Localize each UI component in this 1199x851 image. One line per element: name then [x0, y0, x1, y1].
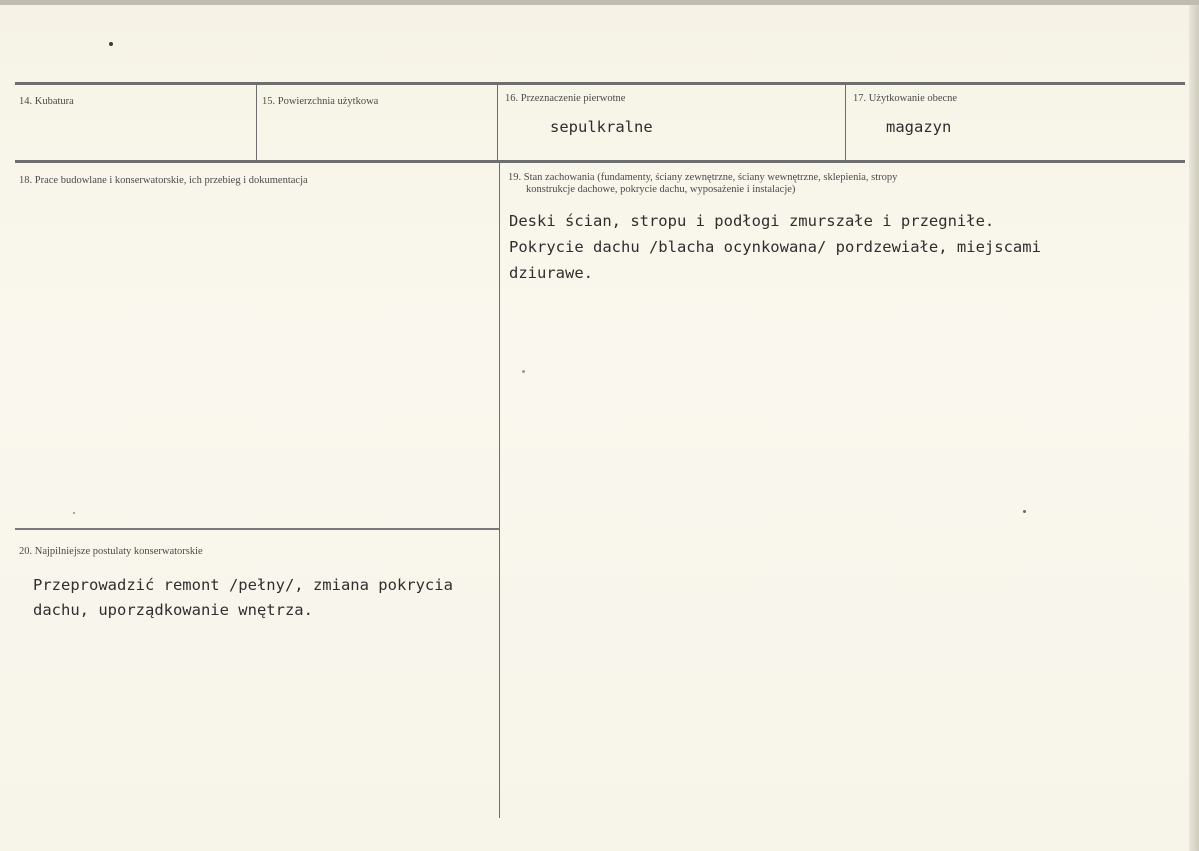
paper-edge	[1189, 5, 1199, 851]
scan-speck	[1023, 510, 1026, 513]
field-19-label-line2: konstrukcje dachowe, pokrycie dachu, wyposażenie i instalacje)	[526, 184, 796, 195]
field-19-line-2: Pokrycie dachu /blacha ocynkowana/ pordzewiałe, miejscami	[509, 238, 1041, 256]
field-20-line-1: Przeprowadzić remont /pełny/, zmiana pokrycia	[33, 576, 453, 594]
divider-14-15	[256, 85, 257, 160]
field-19-line-1: Deski ścian, stropu i podłogi zmurszałe i przegniłe.	[509, 212, 995, 230]
second-row-rule	[15, 160, 1185, 163]
scan-speck	[73, 512, 75, 514]
field-15-label: 15. Powierzchnia użytkowa	[262, 96, 379, 107]
field-19-line-3: dziurawe.	[509, 264, 593, 282]
divider-15-16	[497, 85, 498, 160]
top-row-rule	[15, 82, 1185, 85]
divider-16-17	[845, 85, 846, 160]
field-20-rule	[15, 528, 499, 530]
scan-speck	[109, 42, 113, 46]
field-17-label: 17. Użytkowanie obecne	[853, 93, 958, 104]
field-20-label: 20. Najpilniejsze postulaty konserwatorskie	[19, 546, 203, 557]
field-16-label: 16. Przeznaczenie pierwotne	[505, 93, 626, 104]
field-14-label: 14. Kubatura	[19, 96, 74, 107]
scan-speck	[522, 370, 525, 373]
field-19-label-line1: 19. Stan zachowania (fundamenty, ściany zewnętrzne, ściany wewnętrzne, sklepienia, stropy	[508, 172, 898, 183]
field-18-label: 18. Prace budowlane i konserwatorskie, ich przebieg i dokumentacja	[19, 175, 308, 186]
field-17-value: magazyn	[886, 118, 952, 136]
divider-18-19	[499, 163, 500, 818]
field-16-value: sepulkralne	[550, 118, 653, 136]
field-20-line-2: dachu, uporządkowanie wnętrza.	[33, 601, 313, 619]
